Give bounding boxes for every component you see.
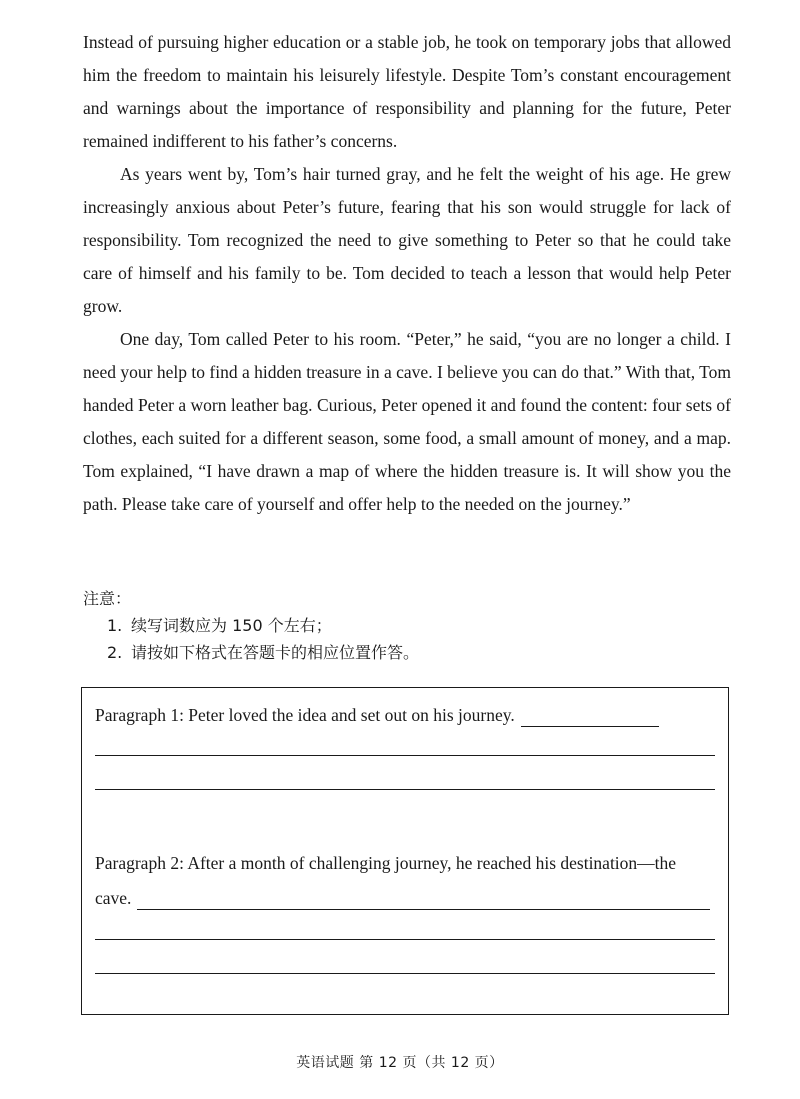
writing-line[interactable] bbox=[95, 789, 715, 790]
paragraph-2-continuation-line bbox=[95, 886, 710, 910]
story-paragraph-1: Instead of pursuing higher education or a stable job, he took on temporary jobs that allowed him the freedom to maintain his leisurely lifestyle. Despite Tom’s constant encouragement and warnings about the importance of responsibility and planning for the future, Peter remained indifferent to his father’s concerns. bbox=[83, 32, 731, 151]
story-paragraph-3: One day, Tom called Peter to his room. “Peter,” he said, “you are no longer a child. I need your help to find a hidden treasure in a cave. I believe you can do that.” With that, Tom handed Peter a worn leather bag. Curious, Peter opened it and found the content: four sets of clothes, each suited for a different season, some food, a small amount of money, and a map. Tom explained, “I have drawn a map of where the hidden treasure is. It will show you the path. Please take care of yourself and offer help to the needed on the journey.” bbox=[83, 329, 731, 514]
notes-title: 注意： bbox=[83, 589, 132, 608]
note-item-2 bbox=[107, 639, 723, 666]
note-text: 请按如下格式在答题卡的相应位置作答。 bbox=[131, 643, 420, 662]
paragraph-2-writing-line[interactable] bbox=[137, 891, 710, 910]
paragraph-1-writing-line[interactable] bbox=[521, 708, 659, 727]
paragraph-2-prompt: Paragraph 2: After a month of challenging journey, he reached his destination—the bbox=[95, 853, 677, 873]
note-item-1 bbox=[107, 612, 723, 639]
paragraph-2-continuation: cave. bbox=[95, 888, 132, 908]
paragraph-2-prompt-line bbox=[95, 851, 676, 875]
writing-line[interactable] bbox=[95, 939, 715, 940]
note-number: 2. bbox=[107, 643, 123, 662]
story-paragraph-2: As years went by, Tom’s hair turned gray, and he felt the weight of his age. He grew increasingly anxious about Peter’s future, fearing that his son would struggle for lack of responsibility. Tom recognized the need to give something to Peter so that he could take care of himself and his family to be. Tom decided to teach a lesson that would help Peter grow. bbox=[83, 164, 731, 316]
notes-list bbox=[83, 612, 723, 666]
story-passage bbox=[83, 26, 731, 521]
notes-section bbox=[83, 585, 723, 666]
writing-line[interactable] bbox=[95, 973, 715, 974]
note-number: 1. bbox=[107, 616, 123, 635]
answer-box bbox=[81, 687, 729, 1015]
page-footer: 英语试题 第 12 页（共 12 页） bbox=[296, 1055, 504, 1071]
paragraph-1-prompt-line bbox=[95, 703, 659, 727]
paragraph-1-prompt: Paragraph 1: Peter loved the idea and set out on his journey. bbox=[95, 705, 515, 725]
note-text: 续写词数应为 150 个左右； bbox=[131, 616, 332, 635]
writing-line[interactable] bbox=[95, 755, 715, 756]
